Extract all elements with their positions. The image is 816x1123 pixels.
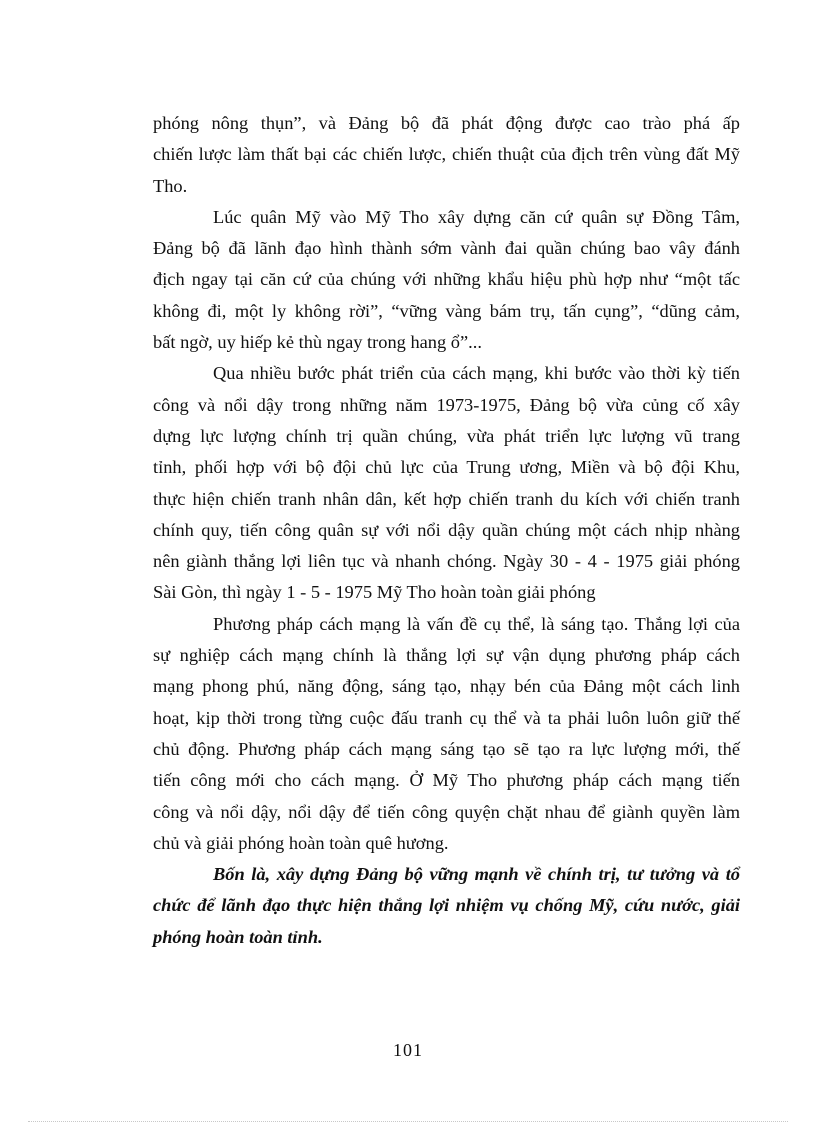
text-line: tiến công mới cho cách mạng. Ở Mỹ Tho phương pháp cách mạng tiến <box>153 770 740 791</box>
text-line: chính quy, tiến công quân sự với nổi dậy quần chúng một cách nhịp nhàng <box>153 519 740 540</box>
text-line: hoạt, kịp thời trong từng cuộc đấu tranh cụ thể và ta phải luôn luôn giữ thế <box>153 707 740 728</box>
paragraph-1973-1975 <box>153 358 740 608</box>
paragraph-revolution-method <box>153 609 740 859</box>
page-number: 101 <box>393 1040 423 1060</box>
text-line: chiến lược làm thất bại các chiến lược, chiến thuật của địch trên vùng đất Mỹ <box>153 144 740 165</box>
text-line: phóng nông thụn”, và Đảng bộ đã phát động được cao trào phá ấp <box>153 113 740 133</box>
document-body <box>153 108 740 953</box>
text-line: thực hiện chiến tranh nhân dân, kết hợp chiến tranh du kích với chiến tranh <box>153 488 740 509</box>
text-line: sự nghiệp cách mạng chính là thắng lợi sự vận dụng phương pháp cách <box>153 645 740 666</box>
text-line: Bốn là, xây dựng Đảng bộ vững mạnh về chính trị, tư tưởng và tổ <box>213 864 740 885</box>
text-line: địch ngay tại căn cứ của chúng với những khẩu hiệu phù hợp như “một tấc <box>153 269 740 290</box>
text-line: chủ và giải phóng hoàn toàn quê hương. <box>153 832 449 853</box>
text-line: Đảng bộ đã lãnh đạo hình thành sớm vành đai quần chúng bao vây đánh <box>153 238 740 259</box>
text-line: chủ động. Phương pháp cách mạng sáng tạo sẽ tạo ra lực lượng mới, thế <box>153 738 740 759</box>
text-line: nên giành thắng lợi liên tục và nhanh chóng. Ngày 30 - 4 - 1975 giải phóng <box>153 551 740 572</box>
section-heading-fourth-lesson <box>153 859 740 953</box>
text-line: dựng lực lượng chính trị quần chúng, vừa phát triển lực lượng vũ trang <box>153 425 740 446</box>
text-line: công và nổi dậy trong những năm 1973-1975, Đảng bộ vừa củng cố xây <box>153 394 740 415</box>
text-line: công và nổi dậy, nổi dậy để tiến công quyện chặt nhau để giành quyền làm <box>153 801 740 822</box>
paragraph-continuation <box>153 108 740 202</box>
text-line: Phương pháp cách mạng là vấn đề cụ thể, là sáng tạo. Thắng lợi của <box>213 613 740 634</box>
text-line: tỉnh, phối hợp với bộ đội chủ lực của Trung ương, Miền và bộ đội Khu, <box>153 457 740 478</box>
text-line: bất ngờ, uy hiếp kẻ thù ngay trong hang ổ”... <box>153 332 482 353</box>
text-line: không đi, một ly không rời”, “vững vàng bám trụ, tấn cụng”, “dũng cảm, <box>153 300 740 321</box>
text-line: Sài Gòn, thì ngày 1 - 5 - 1975 Mỹ Tho hoàn toàn giải phóng <box>153 582 596 603</box>
text-line: chức để lãnh đạo thực hiện thắng lợi nhiệm vụ chống Mỹ, cứu nước, giải <box>153 895 740 916</box>
text-line: Qua nhiều bước phát triển của cách mạng, khi bước vào thời kỳ tiến <box>213 363 740 384</box>
paragraph-dong-tam <box>153 202 740 358</box>
text-line: Tho. <box>153 175 188 196</box>
text-line: phóng hoàn toàn tỉnh. <box>153 926 323 947</box>
footer-divider <box>28 1121 788 1122</box>
text-line: mạng phong phú, năng động, sáng tạo, nhạy bén của Đảng một cách linh <box>153 676 740 697</box>
text-line: Lúc quân Mỹ vào Mỹ Tho xây dựng căn cứ quân sự Đồng Tâm, <box>213 206 740 227</box>
